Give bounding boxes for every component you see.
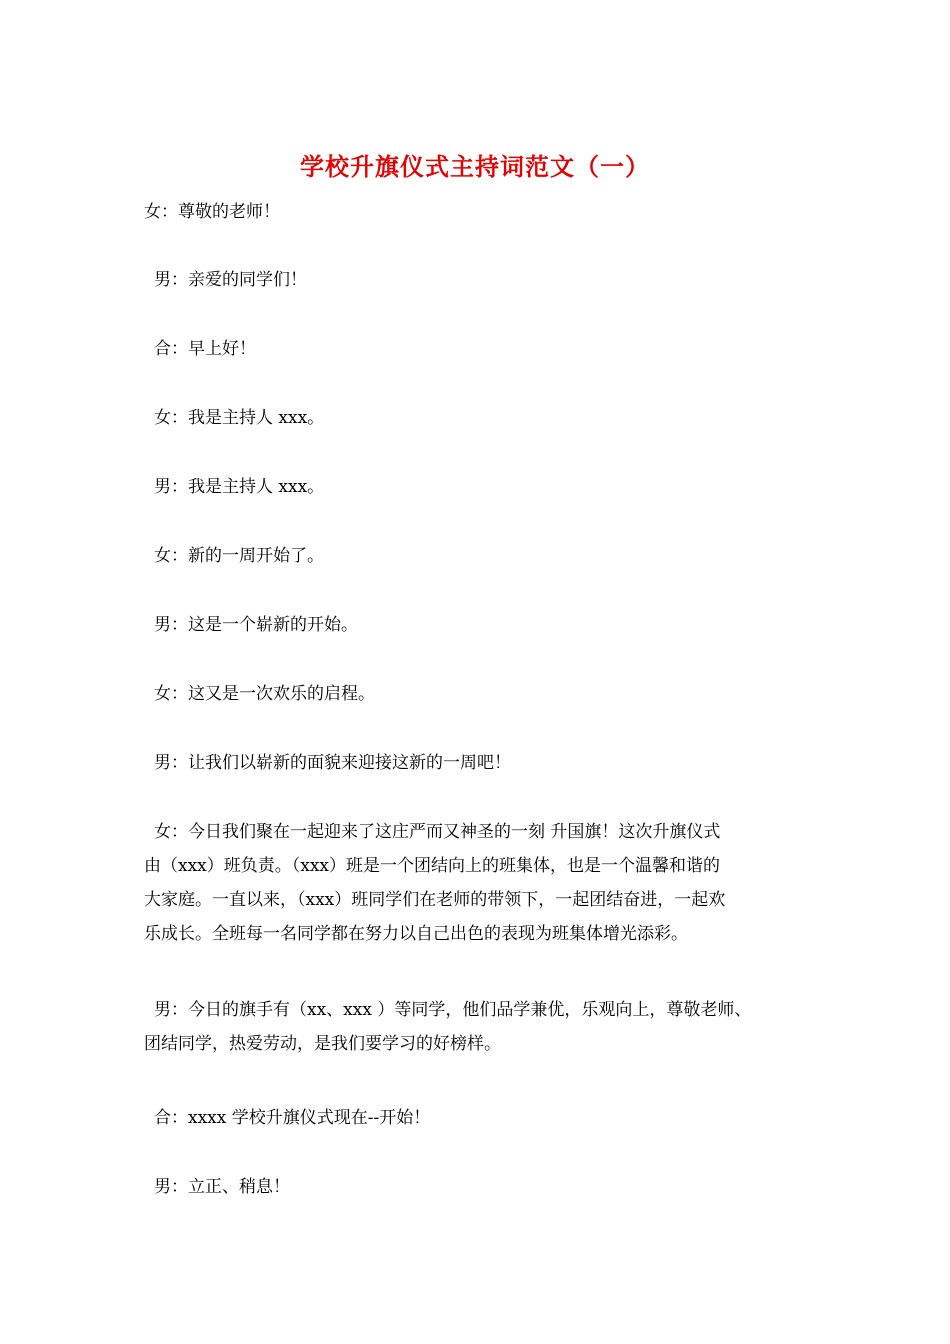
line-greeting-teachers: 女：尊敬的老师！ [144, 202, 280, 222]
line-greeting-students: 男：亲爱的同学们！ [154, 270, 307, 290]
line-attention-rest: 男：立正、稍息！ [154, 1177, 290, 1197]
line-new-week: 女：新的一周开始了。 [154, 546, 324, 566]
paragraph-class-intro-line: 由（xxx）班负责。（xxx）班是一个团结向上的班集体，也是一个温馨和谐的 [144, 856, 721, 876]
line-welcome-week: 男：让我们以崭新的面貌来迎接这新的一周吧！ [154, 753, 511, 773]
paragraph-class-intro-line: 乐成长。全班每一名同学都在努力以自己出色的表现为班集体增光添彩。 [144, 924, 688, 944]
line-ceremony-start: 合：xxxx 学校升旗仪式现在--开始！ [154, 1108, 431, 1128]
paragraph-class-intro-line: 女：今日我们聚在一起迎来了这庄严而又神圣的一刻 升国旗！这次升旗仪式 [154, 822, 721, 842]
line-host-male: 男：我是主持人 xxx。 [154, 477, 325, 497]
line-new-beginning: 男：这是一个崭新的开始。 [154, 615, 358, 635]
paragraph-class-intro [144, 815, 824, 951]
paragraph-flag-bearers-line: 男：今日的旗手有（xx、xxx ）等同学，他们品学兼优，乐观向上，尊敬老师、 [154, 1000, 752, 1020]
line-host-female: 女：我是主持人 xxx。 [154, 408, 325, 428]
paragraph-flag-bearers-line: 团结同学，热爱劳动，是我们要学习的好榜样。 [144, 1034, 501, 1054]
paragraph-class-intro-line: 大家庭。一直以来，（xxx）班同学们在老师的带领下，一起团结奋进，一起欢 [144, 890, 726, 910]
document-title: 学校升旗仪式主持词范文（一） [300, 153, 650, 181]
paragraph-flag-bearers [144, 993, 824, 1061]
line-happy-journey: 女：这又是一次欢乐的启程。 [154, 684, 375, 704]
line-good-morning: 合：早上好！ [154, 339, 256, 359]
